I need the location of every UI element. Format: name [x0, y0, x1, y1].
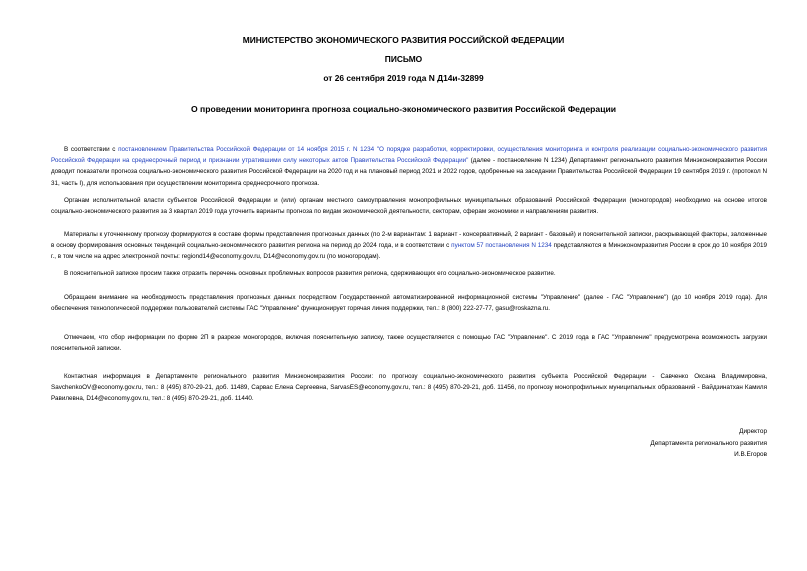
document-type: ПИСЬМО	[384, 54, 423, 64]
paragraph-3-text-end: представляются в Минэкономразвития России в срок до 10 ноября 2019 г., в том числе на адрес электронной почты: regiond14@economy.gov.ru, D14@economy.gov.ru (по моногородам).	[51, 242, 767, 261]
ministry-heading: МИНИСТЕРСТВО ЭКОНОМИЧЕСКОГО РАЗВИТИЯ РОССИЙСКОЙ ФЕДЕРАЦИИ	[242, 35, 565, 45]
clause-57-link[interactable]: пунктом 57 постановления N 1234	[451, 242, 552, 250]
signature-block	[650, 426, 767, 461]
paragraph-1	[51, 144, 767, 189]
paragraph-6: Отмечаем, что сбор информации по форме 2П в разрезе моногородов, включая пояснительную записку, также осуществляется с помощью ГАС "Управление". С 2019 года в ГАС "Управление" предусмотрена возможность загрузки пояснительной записки.	[51, 334, 767, 353]
signature-name: И.В.Егоров	[734, 451, 767, 458]
paragraph-3	[51, 229, 767, 263]
document-title: О проведении мониторинга прогноза социально-экономического развития Российской Федерации	[190, 104, 617, 114]
paragraph-5: Обращаем внимание на необходимость представления прогнозных данных посредством Государственной автоматизированной информационной системы "Управление" (далее - ГАС "Управление") (до 10 ноября 2019 года). Для обеспечения технологической поддержки пользователей системы ГАС "Управление" функционирует горячая линия поддержки, тел.: 8 (800) 222-27-77, gasu@roskazna.ru.	[51, 294, 767, 313]
paragraph-2: Органам исполнительной власти субъектов Российской Федерации и (или) органам местного самоуправления монопрофильных муниципальных образований Российской Федерации (моногородов) необходимо на основе итогов социально-экономического развития за 3 квартал 2019 года уточнить варианты прогноза по видам экономической деятельности, секторам, сферам экономики и направлениям развития.	[51, 197, 767, 216]
signature-position: Директор	[739, 428, 767, 435]
resolution-1234-link[interactable]: постановлением Правительства Российской Федерации от 14 ноября 2015 г. N 1234 "О порядке разработки, корректировки, осуществления мониторинга и контроля реализации социально-экономического развития Российской Федерации на среднесрочный период и признании утратившими силу некоторых актов Правительства Российской Федерации"	[51, 146, 767, 165]
document-date-number: от 26 сентября 2019 года N Д14и-32899	[323, 73, 484, 83]
paragraph-4: В пояснительной записке просим также отразить перечень основных проблемных вопросов развития региона, сдерживающих его социально-экономическое развитие.	[64, 270, 556, 277]
paragraph-3-text-start: Материалы к уточненному прогнозу формируются в составе формы представления прогнозных данных (по 2-м вариантам: 1 вариант - консервативный, 2 вариант - базовый) и пояснительной записки, раскрывающей факторы, заложенные в основу формирования основных тенденций социально-экономического развития региона на период до 2024 года, и в соответствии с	[51, 231, 767, 250]
paragraph-1-text-end: (далее - постановление N 1234) Департамент регионального развития Минэкономразвития России доводит показатели прогноза социально-экономического развития Российской Федерации на 2020 год и на плановый период 2021 и 2022 годов, одобренные на заседании Правительства Российской Федерации 19 сентября 2019 г. (протокол N 31, часть I), для использования при осуществлении мониторинга среднесрочного прогноза.	[51, 157, 767, 187]
signature-department: Департамента регионального развития	[650, 439, 767, 447]
paragraph-1-text-start: В соответствии с	[64, 146, 119, 153]
paragraph-7: Контактная информация в Департаменте регионального развития Минэкономразвития России: по прогнозу социально-экономического развития субъекта Российской Федерации - Савченко Оксана Владимировна, SavchenkoOV@economy.gov.ru, тел.: 8 (495) 870-29-21, доб. 11489, Сарвас Елена Сергеевна, SarvasES@economy.gov.ru, тел.: 8 (495) 870-29-21, доб. 11456, по прогнозу монопрофильных муниципальных образований - Вайдзинатхан Камиля Равилевна, D14@economy.gov.ru, тел.: 8 (495) 870-29-21, доб. 11440.	[51, 373, 767, 403]
